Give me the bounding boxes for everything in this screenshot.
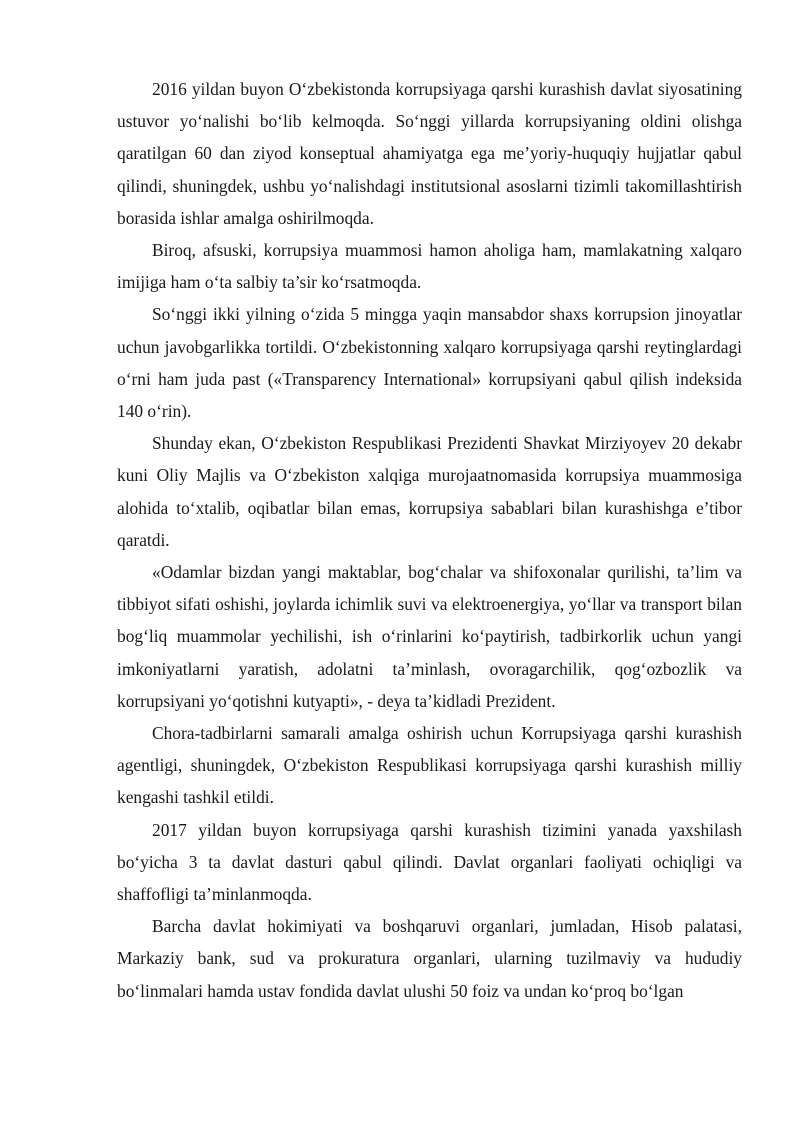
paragraph-1: 2016 yildan buyon O‘zbekistonda korrupsiyaga qarshi kurashish davlat siyosatining ustuvor yo‘nalishi bo‘lib kelmoqda. So‘nggi yillarda korrupsiyaning oldini olishga qaratilgan 60 dan ziyod konseptual ahamiyatga ega me’yoriy-huquqiy hujjatlar qabul qilindi, shuningdek, ushbu yo‘nalishdagi institutsional asoslarni tizimli takomillashtirish borasida ishlar amalga oshirilmoqda. (117, 79, 742, 228)
paragraph-6: Chora-tadbirlarni samarali amalga oshirish uchun Korrupsiyaga qarshi kurashish agentligi, shuningdek, O‘zbekiston Respublikasi korrupsiyaga qarshi kurashish milliy kengashi tashkil etildi. (117, 723, 742, 808)
paragraph-2: Biroq, afsuski, korrupsiya muammosi hamon aholiga ham, mamlakatning xalqaro imijiga ham o‘ta salbiy ta’sir ko‘rsatmoqda. (117, 240, 742, 293)
paragraph-3: So‘nggi ikki yilning o‘zida 5 mingga yaqin mansabdor shaxs korrupsion jinoyatlar uchun javobgarlikka tortildi. O‘zbekistonning xalqaro korrupsiyaga qarshi reytinglardagi o‘rni ham juda past («Transparency International» korrupsiyani qabul qilish indeksida 140 o‘rin). (117, 304, 742, 422)
paragraph-4: Shunday ekan, O‘zbekiston Respublikasi Prezidenti Shavkat Mirziyoyev 20 dekabr kuni Oliy Majlis va O‘zbekiston xalqiga murojaatnomasida korrupsiya muammosiga alohida to‘xtalib, oqibatlar bilan emas, korrupsiya sabablari bilan kurashishga e’tibor qaratdi. (117, 433, 742, 550)
paragraph-8: Barcha davlat hokimiyati va boshqaruvi organlari, jumladan, Hisob palatasi, Markaziy bank, sud va prokuratura organlari, ularning tuzilmaviy va hududiy bo‘linmalari hamda ustav fondida davlat ulushi 50 foiz va undan ko‘proq bo‘lgan (117, 916, 742, 1001)
paragraph-7: 2017 yildan buyon korrupsiyaga qarshi kurashish tizimini yanada yaxshilash bo‘yicha 3 ta davlat dasturi qabul qilindi. Davlat organlari faoliyati ochiqligi va shaffofligi ta’minlanmoqda. (117, 819, 742, 905)
document-page (117, 73, 742, 1007)
paragraph-5: «Odamlar bizdan yangi maktablar, bog‘chalar va shifoxonalar qurilishi, ta’lim va tibbiyot sifati oshishi, joylarda ichimlik suvi va elektroenergiya, yo‘llar va transport bilan bog‘liq muammolar yechilishi, ish o‘rinlarini ko‘paytirish, tadbirkorlik uchun yangi imkoniyatlarni yaratish, adolatni ta’minlash, ovoragarchilik, qog‘ozbozlik va korrupsiyani yo‘qotishni kutyapti», - deya ta’kidladi Prezident. (117, 562, 742, 711)
